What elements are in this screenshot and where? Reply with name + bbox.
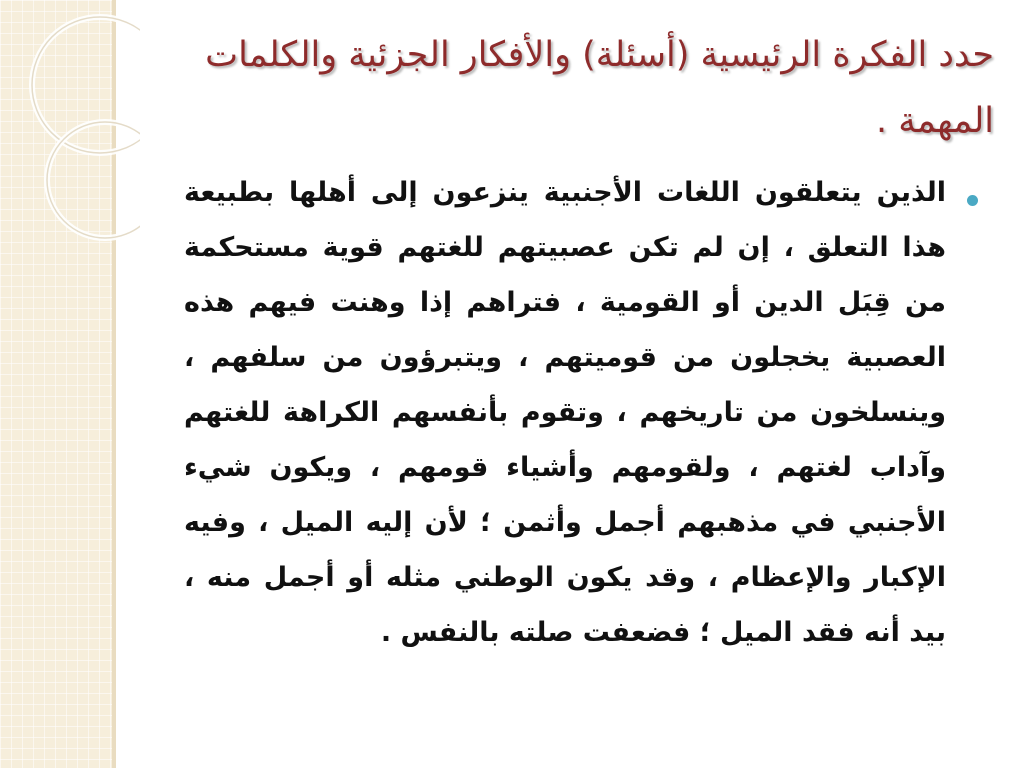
decorative-circles [0, 0, 140, 260]
bullet-item [184, 165, 984, 660]
slide-title: حدد الفكرة الرئيسية (أسئلة) والأفكار الجزئية والكلمات المهمة . [205, 35, 994, 141]
slide-body [184, 165, 984, 660]
paragraph-text: الذين يتعلقون اللغات الأجنبية ينزعون إلى أهلها بطبيعة هذا التعلق ، إن لم تكن عصبيتهم للغتهم قوية مستحكمة من قِبَل الدين أو القومية ، فتراهم إذا وهنت فيهم هذه العصبية يخجلون من قوميتهم ، ويتبرؤون من سلفهم ، وينسلخون من تاريخهم ، وتقوم بأنفسهم الكراهة للغتهم وآداب لغتهم ، ولقومهم وأشياء قومهم ، ويكون شيء الأجنبي في مذهبهم أجمل وأثمن ؛ لأن إليه الميل ، وفيه الإكبار والإعظام ، وقد يكون الوطني مثله أو أجمل منه ، بيد أنه فقد الميل ؛ فضعفت صلته بالنفس . [184, 177, 946, 648]
bullet-icon [967, 195, 978, 206]
